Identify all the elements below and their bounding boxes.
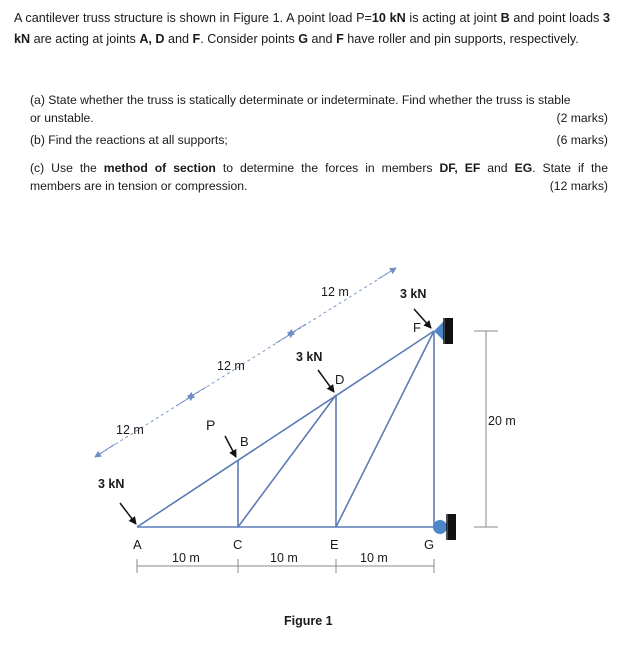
load-label-a: 3 kN xyxy=(98,477,125,491)
load-arrow-a xyxy=(120,503,136,524)
joint-label-b: B xyxy=(240,434,249,449)
load-label-f: 3 kN xyxy=(400,287,427,301)
dim-label-base-2: 10 m xyxy=(270,551,298,565)
roller-support-g xyxy=(433,514,456,540)
joint-label-f: F xyxy=(413,320,421,335)
dim-label-slope-2: 12 m xyxy=(217,359,245,373)
load-arrow-b xyxy=(225,436,236,457)
joint-label-e: E xyxy=(330,537,339,552)
joint-label-c: C xyxy=(233,537,243,552)
question-a-marks: (2 marks) xyxy=(556,110,608,125)
question-b-marks: (6 marks) xyxy=(556,133,608,147)
question-c-marks: (12 marks) xyxy=(549,178,608,193)
dim-label-base-1: 10 m xyxy=(172,551,200,565)
dim-label-height: 20 m xyxy=(488,414,516,428)
problem-statement: A cantilever truss structure is shown in Figure 1. A point load P=10 kN is acting at joint B and point loads 3 kN are acting at joints A, D and F. Consider points G and F have roller and pin supports, respectively. xyxy=(14,11,610,46)
joint-label-g: G xyxy=(424,537,435,552)
load-arrow-d xyxy=(318,370,334,392)
question-a-line1: (a) State whether the truss is statically determinate or indeterminate. Find whether the truss is stable xyxy=(30,93,571,107)
load-label-d: 3 kN xyxy=(296,350,323,364)
joint-label-d: D xyxy=(335,372,345,387)
question-c-line1: (c) Use the method of section to determine the forces in members DF, EF and EG. State if the xyxy=(30,161,608,175)
dim-label-slope-1: 12 m xyxy=(116,423,144,437)
figure-caption: Figure 1 xyxy=(284,614,333,628)
member-top-chord xyxy=(137,331,434,527)
member-ef xyxy=(336,331,434,527)
joint-label-a: A xyxy=(133,537,142,552)
load-label-p: P xyxy=(206,417,216,433)
dim-label-base-3: 10 m xyxy=(360,551,388,565)
question-c-line2: members are in tension or compression. xyxy=(30,178,248,193)
member-cd xyxy=(238,395,336,527)
pin-support-f xyxy=(434,318,453,344)
question-b-text: (b) Find the reactions at all supports; xyxy=(30,133,228,147)
question-a-line2: or unstable. xyxy=(30,110,94,125)
dim-label-slope-3: 12 m xyxy=(321,285,349,299)
